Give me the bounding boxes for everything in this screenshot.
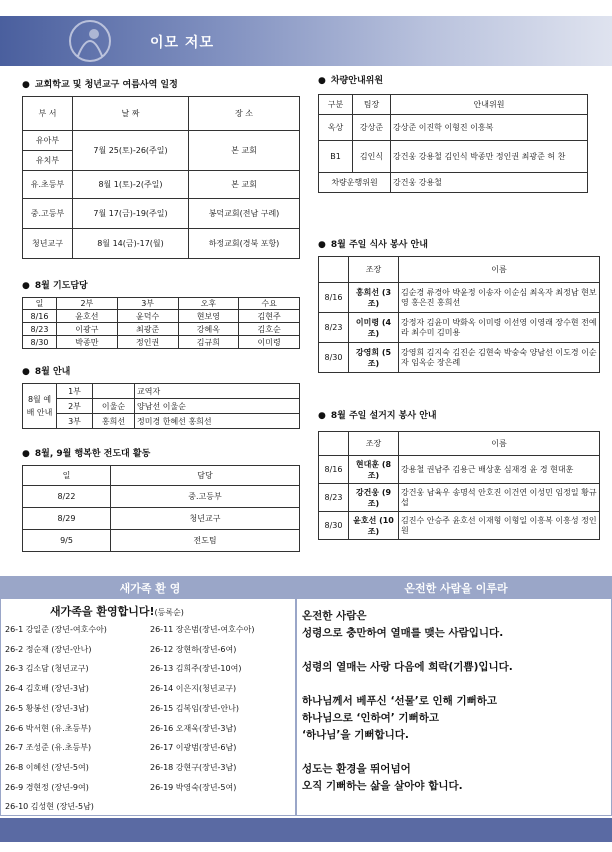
cell: 본 교회 [189, 171, 300, 199]
cell: 1부 [57, 384, 93, 399]
parking-table [318, 94, 588, 193]
cell: 정인권 [117, 336, 178, 349]
cell: 윤덕수 [117, 310, 178, 323]
list-item: 26-19 박영숙(장년-5여) [150, 782, 237, 792]
cell: 김호순 [239, 323, 300, 336]
col-header: 부 서 [23, 97, 73, 131]
cell: 본 교회 [189, 131, 300, 171]
evangel-table [22, 465, 300, 552]
cell: 8/16 [319, 283, 349, 313]
message-line: 성령의 열매는 사랑 다음에 희락(기쁨)입니다. [302, 661, 513, 673]
evangel-heading: ● 8월, 9월 행복한 전도대 활동 [22, 446, 150, 459]
list-item: 26-11 장은범(장년-여호수아) [150, 625, 255, 634]
cell: 강정자 김윤미 박화옥 이미령 이선영 이영래 장수현 전예라 최수미 김미용 [399, 313, 600, 343]
cell: 8/23 [23, 323, 57, 336]
list-item: 26-17 이광범(장년-6남) [150, 743, 237, 753]
cell: 양남선 이울순 [135, 399, 300, 414]
dish-table [318, 431, 600, 540]
col-header: 오후 [178, 298, 239, 310]
cell: 봉덕교회(전남 구례) [189, 199, 300, 229]
cell: 7월 25(토)-26(주일) [73, 131, 189, 171]
list-item: 26-2 정순재 (장년-안나) [5, 644, 92, 654]
cell: B1 [319, 141, 353, 173]
page-header [0, 16, 612, 66]
list-item: 26-18 강현구(장년-3남) [150, 762, 237, 772]
cell: 김인식 [353, 141, 391, 173]
col-header: 장 소 [189, 97, 300, 131]
guide-heading: ● 8월 안내 [22, 364, 70, 377]
col-header: 조장 [349, 257, 399, 283]
bottom-band [0, 576, 612, 598]
cell: 홍희선 [93, 414, 135, 429]
cell: 8/23 [319, 313, 349, 343]
col-header: 이름 [399, 432, 600, 456]
list-item: 26-6 박서현 (유.초등부) [5, 723, 92, 733]
prayer-heading: ● 8월 기도담당 [22, 278, 88, 291]
col-header [319, 432, 349, 456]
welcome-band-title: 새가족 환 영 [119, 582, 181, 595]
cell: 최광준 [117, 323, 178, 336]
list-item: 26-1 강일준 (장년-여호수아) [5, 625, 107, 634]
cell: 7월 17(금)-19(주일) [73, 199, 189, 229]
parking-heading: ● 차량안내위원 [318, 73, 383, 86]
col-header: 팀장 [353, 95, 391, 115]
col-header: 조장 [349, 432, 399, 456]
col-header: 일 [23, 298, 57, 310]
cell: 8/30 [319, 343, 349, 373]
welcome-list-right [150, 620, 254, 797]
cell: 8월 14(금)-17(월) [73, 229, 189, 259]
list-item: 26-15 김복임(장년-안나) [150, 703, 240, 713]
cell: 김현주 [239, 310, 300, 323]
cell: 교역자 [135, 384, 300, 399]
retreat-heading: ● 교회학교 및 청년교구 여름사역 일정 [22, 77, 178, 90]
message-line: 성도는 환경을 뛰어넘어 [302, 763, 411, 775]
welcome-title-text: 새가족을 환영합니다! [50, 605, 155, 618]
cell: 강건웅 남육우 송명석 안호진 이건연 이성민 임정일 황규섭 [399, 484, 600, 512]
welcome-list-left [5, 620, 107, 817]
cell: 강영희 (5조) [349, 343, 399, 373]
list-item: 26-3 김소담 (청년교구) [5, 664, 89, 674]
list-item: 26-14 이은지(청년교구) [150, 684, 237, 694]
cell: 강건웅 강용철 [391, 173, 588, 193]
meal-table [318, 256, 600, 373]
list-item: 26-10 김성현 (장년-5남) [5, 802, 94, 812]
cell: 유.초등부 [23, 171, 73, 199]
cell: 8/16 [23, 310, 57, 323]
cell: 8/29 [23, 508, 111, 530]
guide-label: 8월 예배 안내 [23, 384, 57, 429]
col-header: 수요 [239, 298, 300, 310]
church-logo-icon [60, 16, 120, 66]
col-header: 2부 [57, 298, 118, 310]
cell: 이미령 [239, 336, 300, 349]
col-header: 구분 [319, 95, 353, 115]
cell: 현대훈 (8조) [349, 456, 399, 484]
cell: 하정교회(경북 포항) [189, 229, 300, 259]
list-item: 26-16 오재욱(장년-3남) [150, 723, 237, 733]
message-line: 하나님께서 베푸신 ‘선물’로 인해 기뻐하고 [302, 695, 498, 707]
cell: 홍희선 (3조) [349, 283, 399, 313]
message-line: ‘하나님’을 기뻐합니다. [302, 729, 409, 741]
cell: 중.고등부 [111, 486, 300, 508]
cell: 강혜옥 [178, 323, 239, 336]
list-item: 26-8 이혜선 (장년-5여) [5, 762, 89, 772]
cell: 윤호선 [57, 310, 118, 323]
col-header: 날 짜 [73, 97, 189, 131]
col-header: 일 [23, 466, 111, 486]
page-title: 이모 저모 [150, 35, 214, 51]
cell: 유치부 [23, 151, 73, 171]
cell: 전도팀 [111, 530, 300, 552]
cell: 이울순 [93, 399, 135, 414]
cell: 강상준 이진학 이형진 이흥복 [391, 115, 588, 141]
col-header [319, 257, 349, 283]
cell: 박종만 [57, 336, 118, 349]
list-item: 26-12 장현하(장년-6여) [150, 644, 237, 654]
cell: 8/30 [23, 336, 57, 349]
dish-heading: ● 8월 주일 설거지 봉사 안내 [318, 408, 437, 421]
cell: 현보영 [178, 310, 239, 323]
cell: 8/30 [319, 512, 349, 540]
cell: 유아부 [23, 131, 73, 151]
guide-table [22, 383, 300, 429]
message-band-title: 온전한 사람을 이루라 [404, 582, 508, 595]
col-header: 3부 [117, 298, 178, 310]
cell: 옥상 [319, 115, 353, 141]
meal-heading: ● 8월 주일 식사 봉사 안내 [318, 237, 428, 250]
list-item: 26-9 경현정 (장년-9여) [5, 782, 89, 792]
cell: 이미령 (4조) [349, 313, 399, 343]
message-line: 하나님으로 ‘인하여’ 기뻐하고 [302, 712, 440, 724]
welcome-title [50, 603, 184, 619]
list-item: 26-13 김희주(장년-10여) [150, 664, 242, 674]
message-text [302, 608, 602, 795]
cell: 8/23 [319, 484, 349, 512]
cell: 김규희 [178, 336, 239, 349]
cell: 2부 [57, 399, 93, 414]
cell: 정미경 한혜선 홍희선 [135, 414, 300, 429]
cell: 청년교구 [111, 508, 300, 530]
cell: 8/22 [23, 486, 111, 508]
list-item: 26-7 조성준 (유.초등부) [5, 743, 92, 753]
cell: 강영희 김지숙 김진순 김현숙 박숭숙 양남선 이도경 이순자 임옥순 장은례 [399, 343, 600, 373]
message-line: 성령으로 충만하여 열매를 맺는 사람입니다. [302, 627, 504, 639]
cell: 강건웅 (9조) [349, 484, 399, 512]
cell: 8월 1(토)-2(주일) [73, 171, 189, 199]
list-item: 26-4 김호배 (장년-3남) [5, 684, 89, 694]
col-header: 이름 [399, 257, 600, 283]
cell: 김진수 안승주 윤호선 이재형 이형일 이흥복 이흥성 정인원 [399, 512, 600, 540]
cell: 9/5 [23, 530, 111, 552]
message-line: 온전한 사람은 [302, 610, 367, 622]
cell: 강건웅 강용철 김인식 박종만 정인권 최광준 허 찬 [391, 141, 588, 173]
cell: 차량운행위원 [319, 173, 391, 193]
cell: 강상준 [353, 115, 391, 141]
cell: 이광구 [57, 323, 118, 336]
col-header: 담당 [111, 466, 300, 486]
message-line: 오직 기뻐하는 삶을 살아야 합니다. [302, 780, 463, 792]
cell: 3부 [57, 414, 93, 429]
page-footer-bar [0, 818, 612, 842]
col-header: 안내위원 [391, 95, 588, 115]
prayer-table [22, 297, 300, 349]
cell: 김순경 류경아 박윤정 이송자 이순심 최옥자 최정남 현보영 홍은진 홍희선 [399, 283, 600, 313]
welcome-subtitle: (등록순) [154, 608, 184, 617]
list-item: 26-5 황봉선 (장년-3남) [5, 703, 89, 713]
cell: 청년교구 [23, 229, 73, 259]
cell: 윤호선 (10조) [349, 512, 399, 540]
cell: 중.고등부 [23, 199, 73, 229]
cell [93, 384, 135, 399]
cell: 강용철 권남주 김용근 배상훈 심재경 윤 경 현대훈 [399, 456, 600, 484]
cell: 8/16 [319, 456, 349, 484]
retreat-table [22, 96, 300, 259]
